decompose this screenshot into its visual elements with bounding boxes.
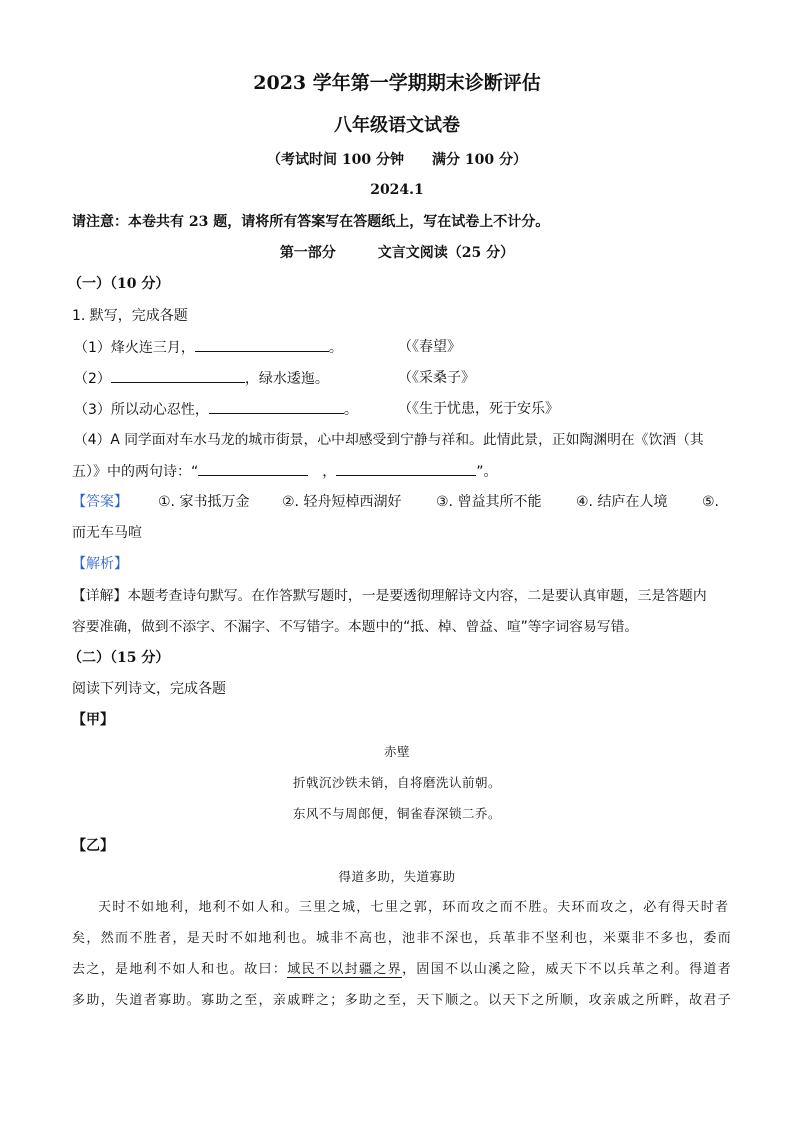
exam-title: 2023 学年第一学期期末诊断评估 — [253, 72, 541, 94]
answer-item: ②. 轻舟短棹西湖好 — [282, 494, 402, 510]
part-heading: 第一部分 文言文阅读（25 分） — [279, 245, 515, 261]
answer-item: ⑤. — [702, 494, 720, 510]
dictation-suffix: ”。 — [476, 464, 498, 480]
poem-line: 折戟沉沙铁未销，自将磨洗认前朝。 — [292, 775, 501, 790]
jia-label: 【甲】 — [72, 712, 114, 728]
prose-text: ，固国不以山溪之险，威天下不以兵革之利。得道者 — [402, 962, 733, 977]
answer-blank[interactable] — [198, 461, 308, 476]
answer-blank[interactable] — [336, 461, 476, 476]
dictation-suffix: 。 — [343, 402, 358, 418]
dictation-separator: ， — [322, 464, 337, 480]
dictation-source: （《采桑子》 — [398, 370, 475, 386]
exam-subtitle: 八年级语文试卷 — [334, 115, 460, 136]
exam-info: （考试时间 100 分钟 满分 100 分） — [267, 152, 527, 168]
detail-tag: 【详解】 — [72, 588, 128, 604]
answer-blank[interactable] — [111, 368, 245, 383]
yi-label: 【乙】 — [72, 838, 114, 854]
answer-blank[interactable] — [209, 399, 344, 414]
dictation-prefix: （3）所以动心忍性， — [74, 402, 209, 418]
dictation-prefix: （1）烽火连三月， — [74, 340, 195, 356]
section-label: （一）（10 分） — [68, 276, 170, 292]
prose-line: 天时不如地利，地利不如人和。三里之城，七里之郭，环而攻之而不胜。夫环而攻之，必有得天时者 — [98, 900, 730, 915]
answer-item: ③. 曾益其所不能 — [436, 494, 542, 510]
exam-date: 2024.1 — [370, 182, 424, 198]
dictation-item — [74, 399, 358, 420]
detail-text: 本题考查诗句默写。在作答默写题时，一是要透彻理解诗文内容，二是要认真审题，三是答题内 — [127, 588, 707, 604]
answer-item: ①. 家书抵万金 — [158, 494, 250, 510]
analysis-detail-line1 — [72, 586, 707, 606]
underlined-sentence: 域民不以封疆之界 — [287, 962, 403, 977]
prose-text: 去之，是地利不如人和也。故曰： — [72, 962, 288, 977]
dictation-item — [74, 337, 343, 358]
dictation-item-4-line1: （4）A 同学面对车水马龙的城市街景，心中却感受到宁静与祥和。此情此景，正如陶渊明在《饮酒（其 — [74, 432, 704, 448]
question-intro: 1. 默写，完成各题 — [72, 308, 188, 324]
exam-notice: 请注意：本卷共有 23 题，请将所有答案写在答题纸上，写在试卷上不计分。 — [72, 214, 550, 230]
prose-line: 矣，然而不胜者，是天时不如地利也。城非不高也，池非不深也，兵革非不坚利也，米粟非不多也，委而 — [72, 931, 733, 946]
analysis-detail-line2: 容要准确，做到不添字、不漏字、不写错字。本题中的“抵、棹、曾益、喧”等字词容易写错。 — [72, 619, 639, 635]
dictation-source: （《生于忧患，死于安乐》 — [398, 401, 559, 417]
answer-continuation: 而无车马喧 — [72, 525, 142, 541]
poem-line: 东风不与周郎便，铜雀春深锁二乔。 — [292, 806, 501, 821]
answer-item: ④. 结庐在人境 — [576, 494, 668, 510]
prose-line — [72, 960, 732, 980]
dictation-prefix: （2） — [74, 371, 111, 387]
section-label: （二）（15 分） — [68, 650, 170, 666]
prose-line: 多助，失道者寡助。寡助之至，亲戚畔之；多助之至，天下顺之。以天下之所顺，攻亲戚之所畔，故君子 — [72, 993, 733, 1008]
answer-blank[interactable] — [195, 337, 329, 352]
dictation-suffix: 。 — [328, 340, 343, 356]
dictation-item — [74, 368, 329, 389]
poem-title: 赤壁 — [383, 744, 410, 759]
analysis-tag: 【解析】 — [72, 556, 128, 572]
dictation-prefix: 五）》中的两句诗：“ — [72, 464, 199, 480]
answer-tag: 【答案】 — [72, 494, 128, 510]
dictation-item-4-line2 — [72, 461, 498, 482]
dictation-source: （《春望》 — [398, 339, 461, 355]
dictation-suffix: ，绿水逶迤。 — [244, 371, 329, 387]
prose-title: 得道多助，失道寡助 — [338, 869, 456, 884]
section-intro: 阅读下列诗文，完成各题 — [72, 681, 226, 697]
